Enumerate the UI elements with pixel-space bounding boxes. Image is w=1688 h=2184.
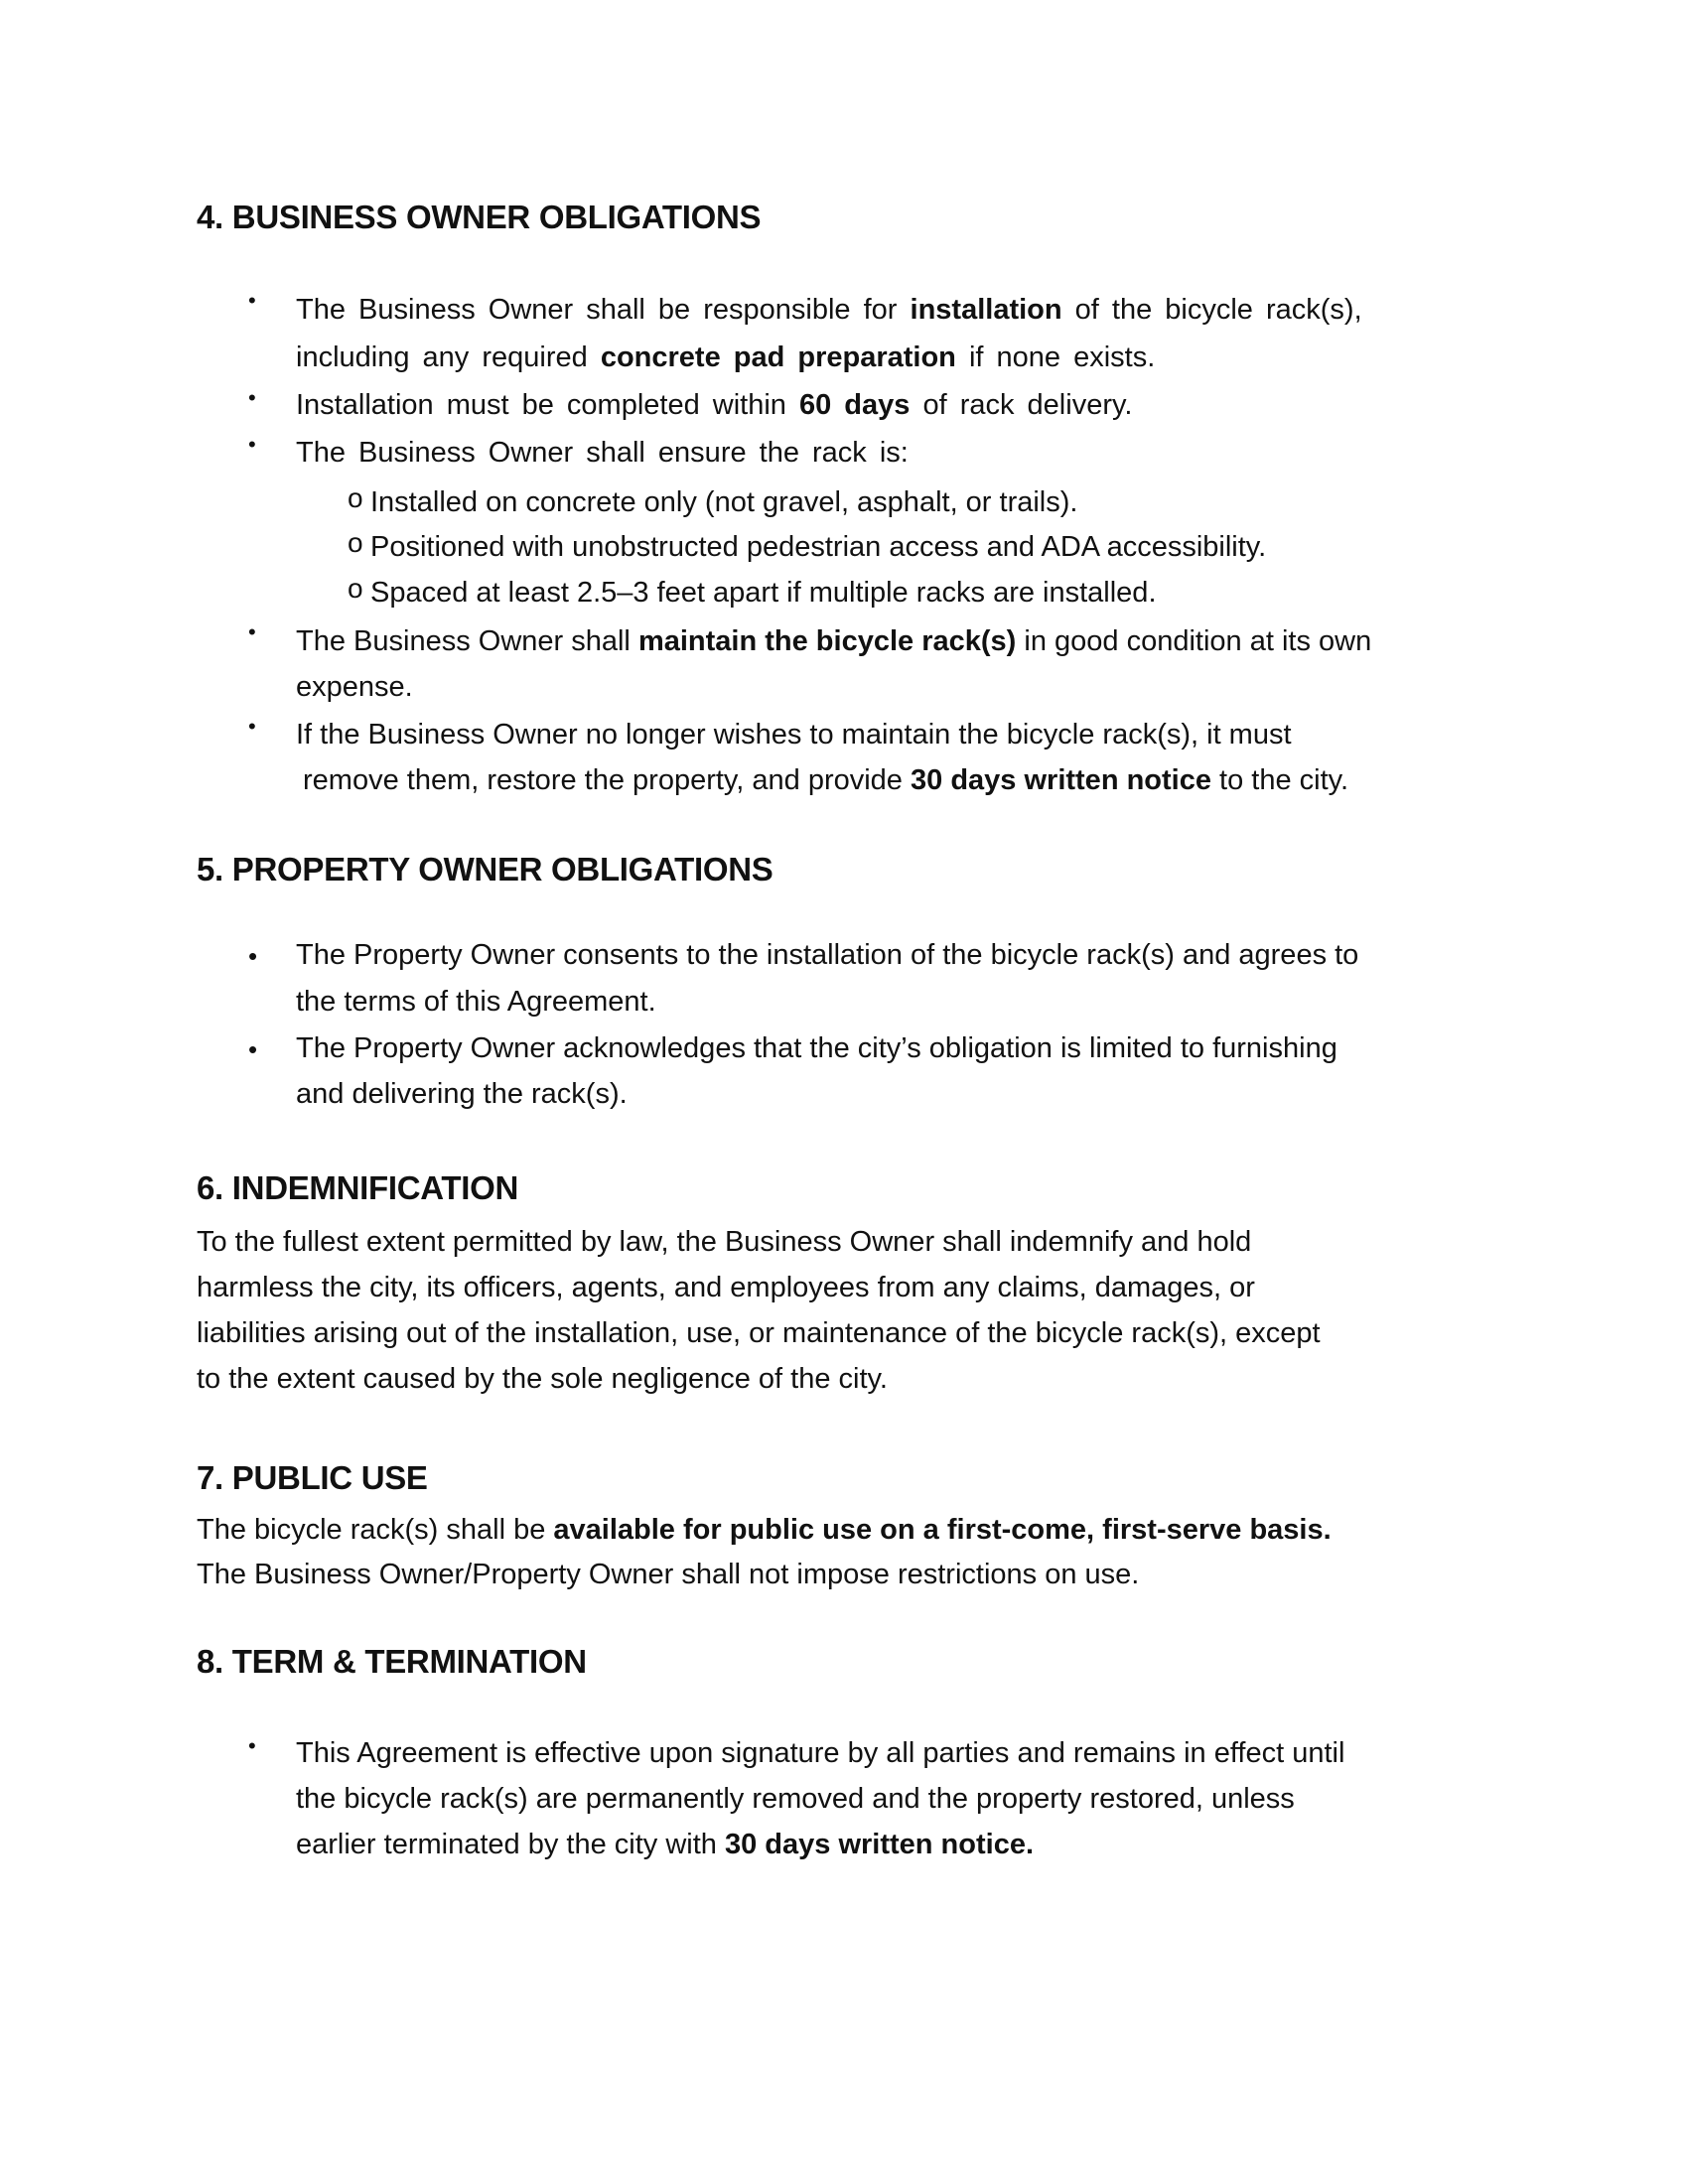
s5-bullet-1-line-1: The Property Owner consents to the installation of the bicycle rack(s) and agrees to [296,939,1359,971]
s4-bullet-3: The Business Owner shall ensure the rack is: [296,437,909,469]
s4-sub-item-2: Positioned with unobstructed pedestrian access and ADA accessibility. [370,531,1267,563]
s6-line-2: harmless the city, its officers, agents, and employees from any claims, damages, or [197,1272,1255,1303]
s6-line-3: liabilities arising out of the installation, use, or maintenance of the bicycle rack(s), except [197,1317,1321,1349]
s4-bullet-5-line-2: remove them, restore the property, and provide 30 days written notice to the city. [303,764,1349,796]
s4-bullet-5-line-1: If the Business Owner no longer wishes to maintain the bicycle rack(s), it must [296,719,1292,751]
sub-bullet-marker: o [348,573,363,604]
section-5-heading: 5. PROPERTY OWNER OBLIGATIONS [197,851,774,887]
s8-bullet-1-line-2: the bicycle rack(s) are permanently removed and the property restored, unless [296,1783,1295,1815]
s4-bullet-1-line-1: The Business Owner shall be responsible for installation of the bicycle rack(s), [296,294,1362,326]
sub-bullet-marker: o [348,482,363,513]
s6-line-1: To the fullest extent permitted by law, the Business Owner shall indemnify and hold [197,1226,1252,1258]
bullet-marker: • [248,288,256,313]
s4-bullet-4-line-2: expense. [296,671,413,703]
section-4-heading: 4. BUSINESS OWNER OBLIGATIONS [197,199,762,235]
section-7-heading: 7. PUBLIC USE [197,1459,428,1496]
sub-bullet-marker: o [348,527,363,558]
s4-bullet-1-line-2: including any required concrete pad preparation if none exists. [296,341,1156,373]
s5-bullet-2-line-1: The Property Owner acknowledges that the city’s obligation is limited to furnishing [296,1032,1337,1064]
s4-bullet-4-line-1: The Business Owner shall maintain the bicycle rack(s) in good condition at its own [296,625,1372,657]
s8-bullet-1-line-3: earlier terminated by the city with 30 days written notice. [296,1829,1035,1860]
section-8-heading: 8. TERM & TERMINATION [197,1643,587,1680]
bullet-marker: • [248,432,256,457]
bullet-marker: • [248,619,256,644]
s4-sub-item-1: Installed on concrete only (not gravel, asphalt, or trails). [370,486,1078,518]
bullet-marker: • [248,941,258,971]
bullet-marker: • [248,1034,258,1064]
s8-bullet-1-line-1: This Agreement is effective upon signature by all parties and remains in effect until [296,1737,1345,1769]
section-6-heading: 6. INDEMNIFICATION [197,1169,518,1206]
bullet-marker: • [248,1733,256,1758]
s7-line-2: The Business Owner/Property Owner shall not impose restrictions on use. [197,1559,1140,1590]
s5-bullet-1-line-2: the terms of this Agreement. [296,986,656,1018]
bullet-marker: • [248,714,256,739]
s6-line-4: to the extent caused by the sole negligence of the city. [197,1363,888,1395]
s4-bullet-2: Installation must be completed within 60 days of rack delivery. [296,389,1133,421]
s5-bullet-2-line-2: and delivering the rack(s). [296,1078,628,1110]
bullet-marker: • [248,385,256,410]
s4-sub-item-3: Spaced at least 2.5–3 feet apart if multiple racks are installed. [370,577,1157,609]
s7-line-1: The bicycle rack(s) shall be available for public use on a first-come, first-serve basis. [197,1514,1332,1546]
